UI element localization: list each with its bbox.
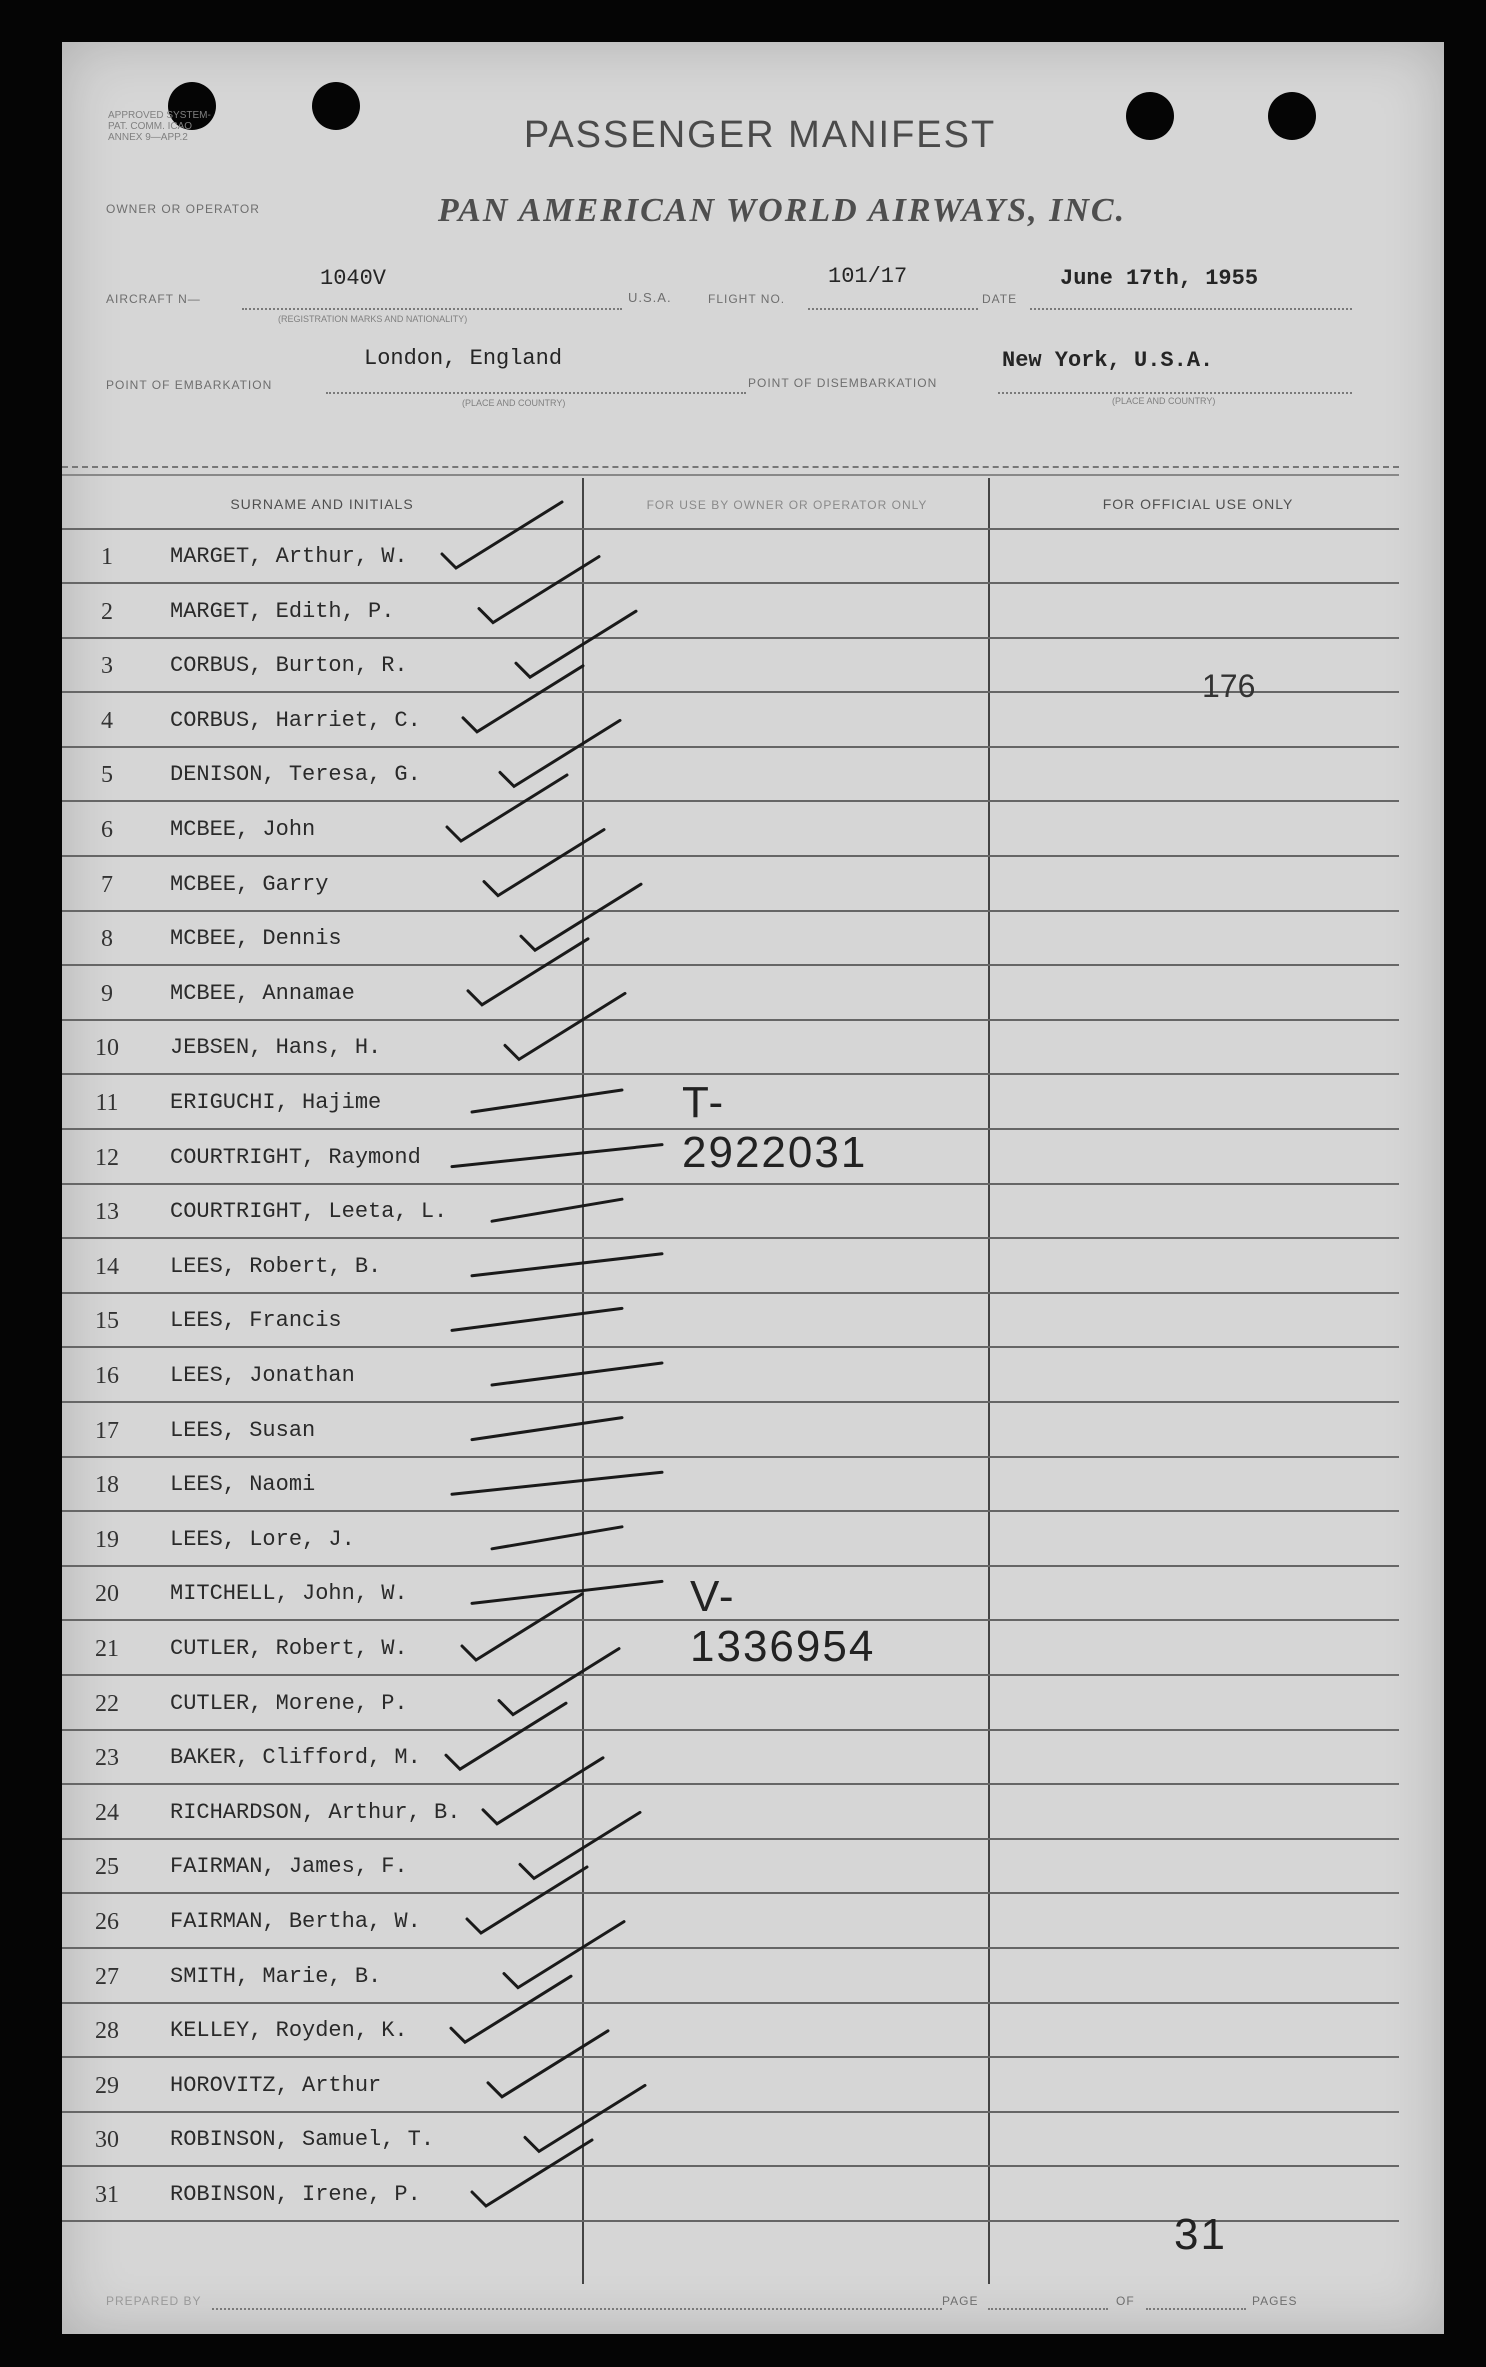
passenger-name: JEBSEN, Hans, H. xyxy=(170,1035,382,1061)
row-number: 11 xyxy=(95,1090,119,1116)
manifest-page xyxy=(62,42,1444,2334)
check-mark xyxy=(504,1922,624,1988)
row-number: 20 xyxy=(95,1581,119,1608)
row-number: 30 xyxy=(95,2127,119,2154)
row-number: 12 xyxy=(95,1144,119,1171)
row-number: 23 xyxy=(95,1745,119,1772)
check-mark xyxy=(472,2140,592,2206)
passenger-name: KELLEY, Royden, K. xyxy=(170,2018,408,2044)
check-mark xyxy=(505,993,625,1059)
row-number: 15 xyxy=(95,1308,119,1335)
passenger-name: SMITH, Marie, B. xyxy=(170,1963,382,1989)
check-mark xyxy=(447,775,567,841)
row-number: 6 xyxy=(101,817,113,843)
row-number: 27 xyxy=(95,1963,119,1990)
passenger-name: CORBUS, Burton, R. xyxy=(170,653,408,679)
page-count-note: 31 xyxy=(1174,2210,1227,2259)
row-number: 13 xyxy=(95,1199,119,1226)
disembark-label: POINT OF DISEMBARKATION xyxy=(748,376,938,390)
row-number: 2 xyxy=(101,598,113,625)
row-number: 7 xyxy=(101,871,113,898)
row-number: 31 xyxy=(95,2182,119,2208)
col-header-name: SURNAME AND INITIALS xyxy=(230,496,414,512)
check-mark xyxy=(521,884,641,950)
check-mark xyxy=(484,830,604,896)
passenger-name: LEES, Jonathan xyxy=(170,1363,355,1388)
passenger-name: LEES, Francis xyxy=(170,1308,342,1334)
passenger-name: FAIRMAN, Bertha, W. xyxy=(170,1909,421,1934)
check-mark xyxy=(492,1199,622,1221)
check-mark xyxy=(472,1581,662,1603)
check-mark xyxy=(472,1418,622,1440)
usa-label: U.S.A. xyxy=(628,290,672,305)
check-mark xyxy=(525,2085,645,2151)
row-number: 9 xyxy=(101,980,113,1007)
row-number: 10 xyxy=(95,1035,119,1062)
row-number: 18 xyxy=(95,1472,119,1499)
row-number: 4 xyxy=(101,707,113,734)
row20-note: V-1336954 xyxy=(690,1572,876,1671)
row-number: 3 xyxy=(101,653,113,680)
row-number: 17 xyxy=(95,1417,119,1444)
row-number: 22 xyxy=(95,1690,119,1717)
passenger-name: DENISON, Teresa, G. xyxy=(170,762,421,788)
passenger-name: LEES, Susan xyxy=(170,1417,316,1443)
row-number: 28 xyxy=(95,2018,119,2045)
check-mark xyxy=(483,1758,603,1824)
pages-label: PAGES xyxy=(1252,2294,1298,2308)
passenger-name: MCBEE, Garry xyxy=(170,871,329,897)
row-number: 25 xyxy=(95,1854,119,1881)
disembark-caption: (PLACE AND COUNTRY) xyxy=(1112,396,1216,406)
flight-label: FLIGHT NO. xyxy=(708,292,786,306)
page-label: PAGE xyxy=(942,2294,979,2308)
passenger-name: MARGET, Arthur, W. xyxy=(170,544,408,569)
passenger-name: FAIRMAN, James, F. xyxy=(170,1854,408,1880)
aircraft-caption: (REGISTRATION MARKS AND NATIONALITY) xyxy=(278,314,468,324)
embark-value: London, England xyxy=(364,346,563,371)
embark-label: POINT OF EMBARKATION xyxy=(106,378,273,392)
passenger-name: LEES, Robert, B. xyxy=(170,1253,382,1279)
embark-caption: (PLACE AND COUNTRY) xyxy=(462,398,566,408)
col-header-owner: FOR USE BY OWNER OR OPERATOR ONLY xyxy=(646,498,928,512)
check-mark xyxy=(467,1867,587,1933)
date-label: DATE xyxy=(982,292,1018,306)
check-mark xyxy=(472,1254,662,1276)
passenger-name: MCBEE, Annamae xyxy=(170,980,355,1006)
passenger-name: MCBEE, John xyxy=(170,817,316,842)
passenger-name: BAKER, Clifford, M. xyxy=(170,1745,421,1771)
of-label: OF xyxy=(1116,2294,1135,2308)
date-value: June 17th, 1955 xyxy=(1060,266,1259,291)
disembark-value: New York, U.S.A. xyxy=(1002,348,1214,373)
row-number: 8 xyxy=(101,926,113,953)
approval-text: APPROVED SYSTEM-PAT. COMM. ICAO ANNEX 9—APP.2 xyxy=(108,110,211,143)
official-note: 176 xyxy=(1202,668,1256,704)
row-number: 1 xyxy=(101,544,113,570)
row-number: 21 xyxy=(95,1636,119,1662)
prepared-label: PREPARED BY xyxy=(106,2294,202,2308)
passenger-name: RICHARDSON, Arthur, B. xyxy=(170,1799,461,1825)
check-mark xyxy=(446,1703,566,1769)
row-number: 19 xyxy=(95,1526,119,1553)
row-number: 16 xyxy=(95,1363,119,1389)
passenger-name: CUTLER, Robert, W. xyxy=(170,1636,408,1661)
passenger-name: MCBEE, Dennis xyxy=(170,926,342,952)
passenger-name: ROBINSON, Irene, P. xyxy=(170,2182,421,2207)
check-mark xyxy=(452,1472,662,1494)
page-title: PASSENGER MANIFEST xyxy=(523,114,997,156)
flight-value: 101/17 xyxy=(828,264,908,289)
passenger-name: CORBUS, Harriet, C. xyxy=(170,707,421,733)
aircraft-label: AIRCRAFT N— xyxy=(106,292,201,306)
row-number: 29 xyxy=(95,2072,119,2099)
passenger-name: HOROVITZ, Arthur xyxy=(170,2072,382,2098)
row-number: 14 xyxy=(95,1253,119,1280)
check-mark xyxy=(499,1649,619,1715)
row-number: 26 xyxy=(95,1909,119,1935)
check-mark xyxy=(520,1812,640,1878)
check-mark xyxy=(488,2031,608,2097)
passenger-name: COURTRIGHT, Raymond xyxy=(170,1144,421,1170)
col-header-official: FOR OFFICIAL USE ONLY xyxy=(1102,496,1294,512)
check-mark xyxy=(452,1308,622,1330)
check-mark xyxy=(463,666,583,732)
check-mark xyxy=(500,720,620,786)
passenger-name: ROBINSON, Samuel, T. xyxy=(170,2127,435,2153)
check-marks-layer xyxy=(62,42,1444,2334)
passenger-name: MITCHELL, John, W. xyxy=(170,1581,408,1607)
owner-label: OWNER OR OPERATOR xyxy=(106,202,260,216)
company-name: PAN AMERICAN WORLD AIRWAYS, INC. xyxy=(437,192,1127,229)
check-mark xyxy=(492,1363,662,1385)
check-mark xyxy=(516,611,636,677)
check-mark xyxy=(492,1527,622,1549)
passenger-name: CUTLER, Morene, P. xyxy=(170,1690,408,1716)
passenger-name: MARGET, Edith, P. xyxy=(170,598,395,624)
check-mark xyxy=(479,557,599,623)
passenger-name: ERIGUCHI, Hajime xyxy=(170,1090,382,1115)
aircraft-value: 1040V xyxy=(320,266,387,291)
row-number: 24 xyxy=(95,1799,119,1826)
row11-note: T-2922031 xyxy=(682,1078,868,1177)
check-mark xyxy=(442,502,562,568)
passenger-name: LEES, Naomi xyxy=(170,1472,316,1498)
passenger-name: LEES, Lore, J. xyxy=(170,1526,355,1552)
row-number: 5 xyxy=(101,762,113,789)
check-mark xyxy=(451,1976,571,2042)
check-mark xyxy=(468,939,588,1005)
check-mark xyxy=(452,1145,662,1167)
check-mark xyxy=(472,1090,622,1112)
passenger-name: COURTRIGHT, Leeta, L. xyxy=(170,1199,448,1225)
